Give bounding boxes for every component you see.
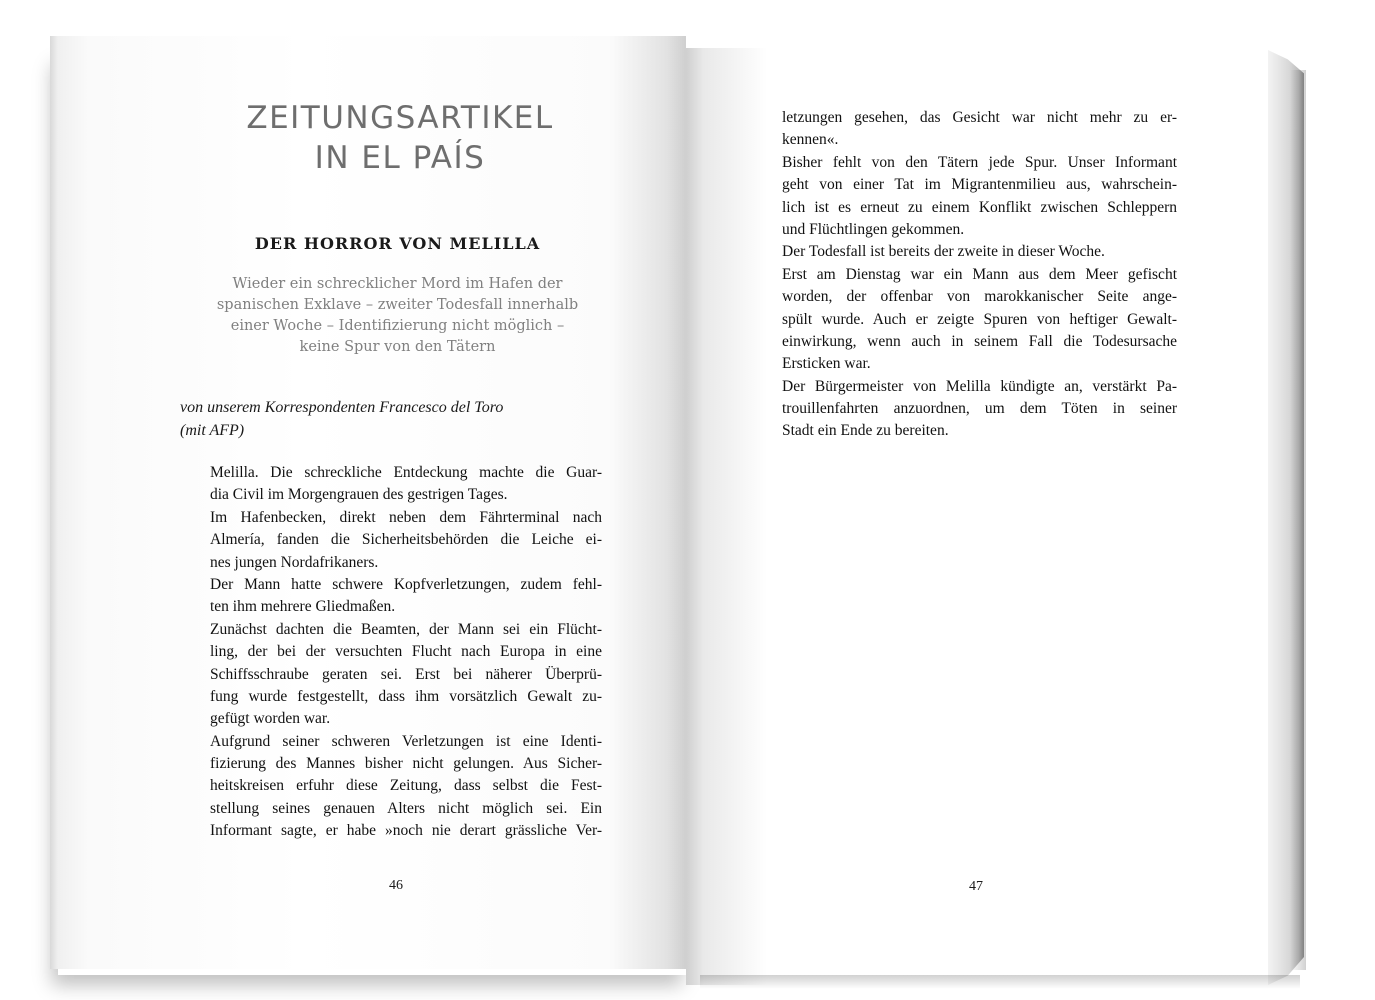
bottom-shadow	[700, 975, 1300, 989]
body-line: heitskreisen erfuhr diese Zeitung, dass selbst die Fest-	[210, 777, 602, 795]
body-line: lich ist es erneut zu einem Konflikt zwischen Schleppern	[782, 198, 1177, 216]
body-line: Almería, fanden die Sicherheitsbehörden die Leiche ei-	[210, 531, 602, 549]
body-line: Zunächst dachten die Beamten, der Mann sei ein Flücht-	[210, 620, 602, 638]
subheadline-line: keine Spur von den Tätern	[299, 339, 496, 355]
body-line: geht von einer Tat im Migrantenmilieu aus, wahrschein-	[782, 176, 1177, 194]
body-line: stellung seines genauen Alters nicht möglich sei. Ein	[210, 799, 602, 817]
body-line: Aufgrund seiner schweren Verletzungen ist eine Identi-	[210, 732, 602, 750]
body-line: Der Bürgermeister von Melilla kündigte an, verstärkt Pa-	[782, 377, 1177, 395]
body-line: spült wurde. Auch er zeigte Spuren von heftiger Gewalt-	[782, 310, 1177, 328]
body-line: fizierung des Mannes bisher nicht gelungen. Aus Sicher-	[210, 755, 602, 773]
body-line: gefügt worden war.	[210, 710, 331, 728]
chapter-title-line: IN EL PAÍS	[314, 140, 486, 176]
subheadline-line: Wieder ein schrecklicher Mord im Hafen der	[232, 276, 563, 292]
byline-line: von unserem Korrespondenten Francesco del Toro	[180, 399, 504, 416]
body-line: Im Hafenbecken, direkt neben dem Fährterminal nach	[210, 508, 602, 526]
body-line: Informant sagte, er habe »noch nie derart grässliche Ver-	[210, 822, 602, 840]
right-body-text	[782, 107, 1177, 443]
body-line: Stadt ein Ende zu bereiten.	[782, 422, 949, 440]
article-subheadline	[190, 274, 605, 358]
body-line: Der Todesfall ist bereits der zweite in dieser Woche.	[782, 243, 1105, 261]
body-line: Bisher fehlt von den Tätern jede Spur. Unser Informant	[782, 153, 1177, 171]
article-byline	[180, 396, 600, 442]
page-block-shadow	[1290, 70, 1306, 970]
article-headline: DER HORROR VON MELILLA	[254, 234, 541, 253]
body-line: Ersticken war.	[782, 355, 871, 373]
body-line: Erst am Dienstag war ein Mann aus dem Meer gefischt	[782, 265, 1177, 283]
byline-line: (mit AFP)	[180, 422, 245, 439]
body-line: Schiffsschraube geraten sei. Erst bei näherer Überprü-	[210, 665, 602, 683]
subheadline-line: einer Woche – Identifizierung nicht möglich –	[230, 318, 565, 334]
left-page-edge	[50, 36, 58, 969]
body-line: letzungen gesehen, das Gesicht war nicht mehr zu er-	[782, 109, 1177, 126]
page-number-left: 46	[389, 878, 403, 893]
body-line: fung wurde festgestellt, dass ihm vorsätzlich Gewalt zu-	[210, 687, 602, 705]
body-line: trouillenfahrten anzuordnen, um dem Töten in seiner	[782, 400, 1177, 418]
page-number-right: 47	[969, 879, 983, 894]
body-line: ten ihm mehrere Gliedmaßen.	[210, 598, 396, 616]
body-line: und Flüchtlingen gekommen.	[782, 220, 965, 238]
subheadline-line: spanischen Exklave – zweiter Todesfall innerhalb	[216, 297, 579, 313]
left-body-text	[210, 462, 602, 843]
chapter-title-line: ZEITUNGSARTIKEL	[246, 100, 554, 136]
body-line: dia Civil im Morgengrauen des gestrigen Tages.	[210, 486, 508, 504]
body-line: worden, der offenbar von marokkanischer Seite ange-	[782, 288, 1177, 306]
body-line: ling, der bei der versuchten Flucht nach Europa in eine	[210, 643, 602, 661]
body-line: einwirkung, wenn auch in seinem Fall die Todesursache	[782, 332, 1177, 350]
body-line: nes jungen Nordafrikaners.	[210, 553, 379, 571]
body-line: Der Mann hatte schwere Kopfverletzungen, zudem fehl-	[210, 575, 602, 593]
body-line: kennen«.	[782, 131, 839, 149]
chapter-title	[150, 98, 650, 178]
body-line: Melilla. Die schreckliche Entdeckung machte die Guar-	[210, 464, 602, 481]
